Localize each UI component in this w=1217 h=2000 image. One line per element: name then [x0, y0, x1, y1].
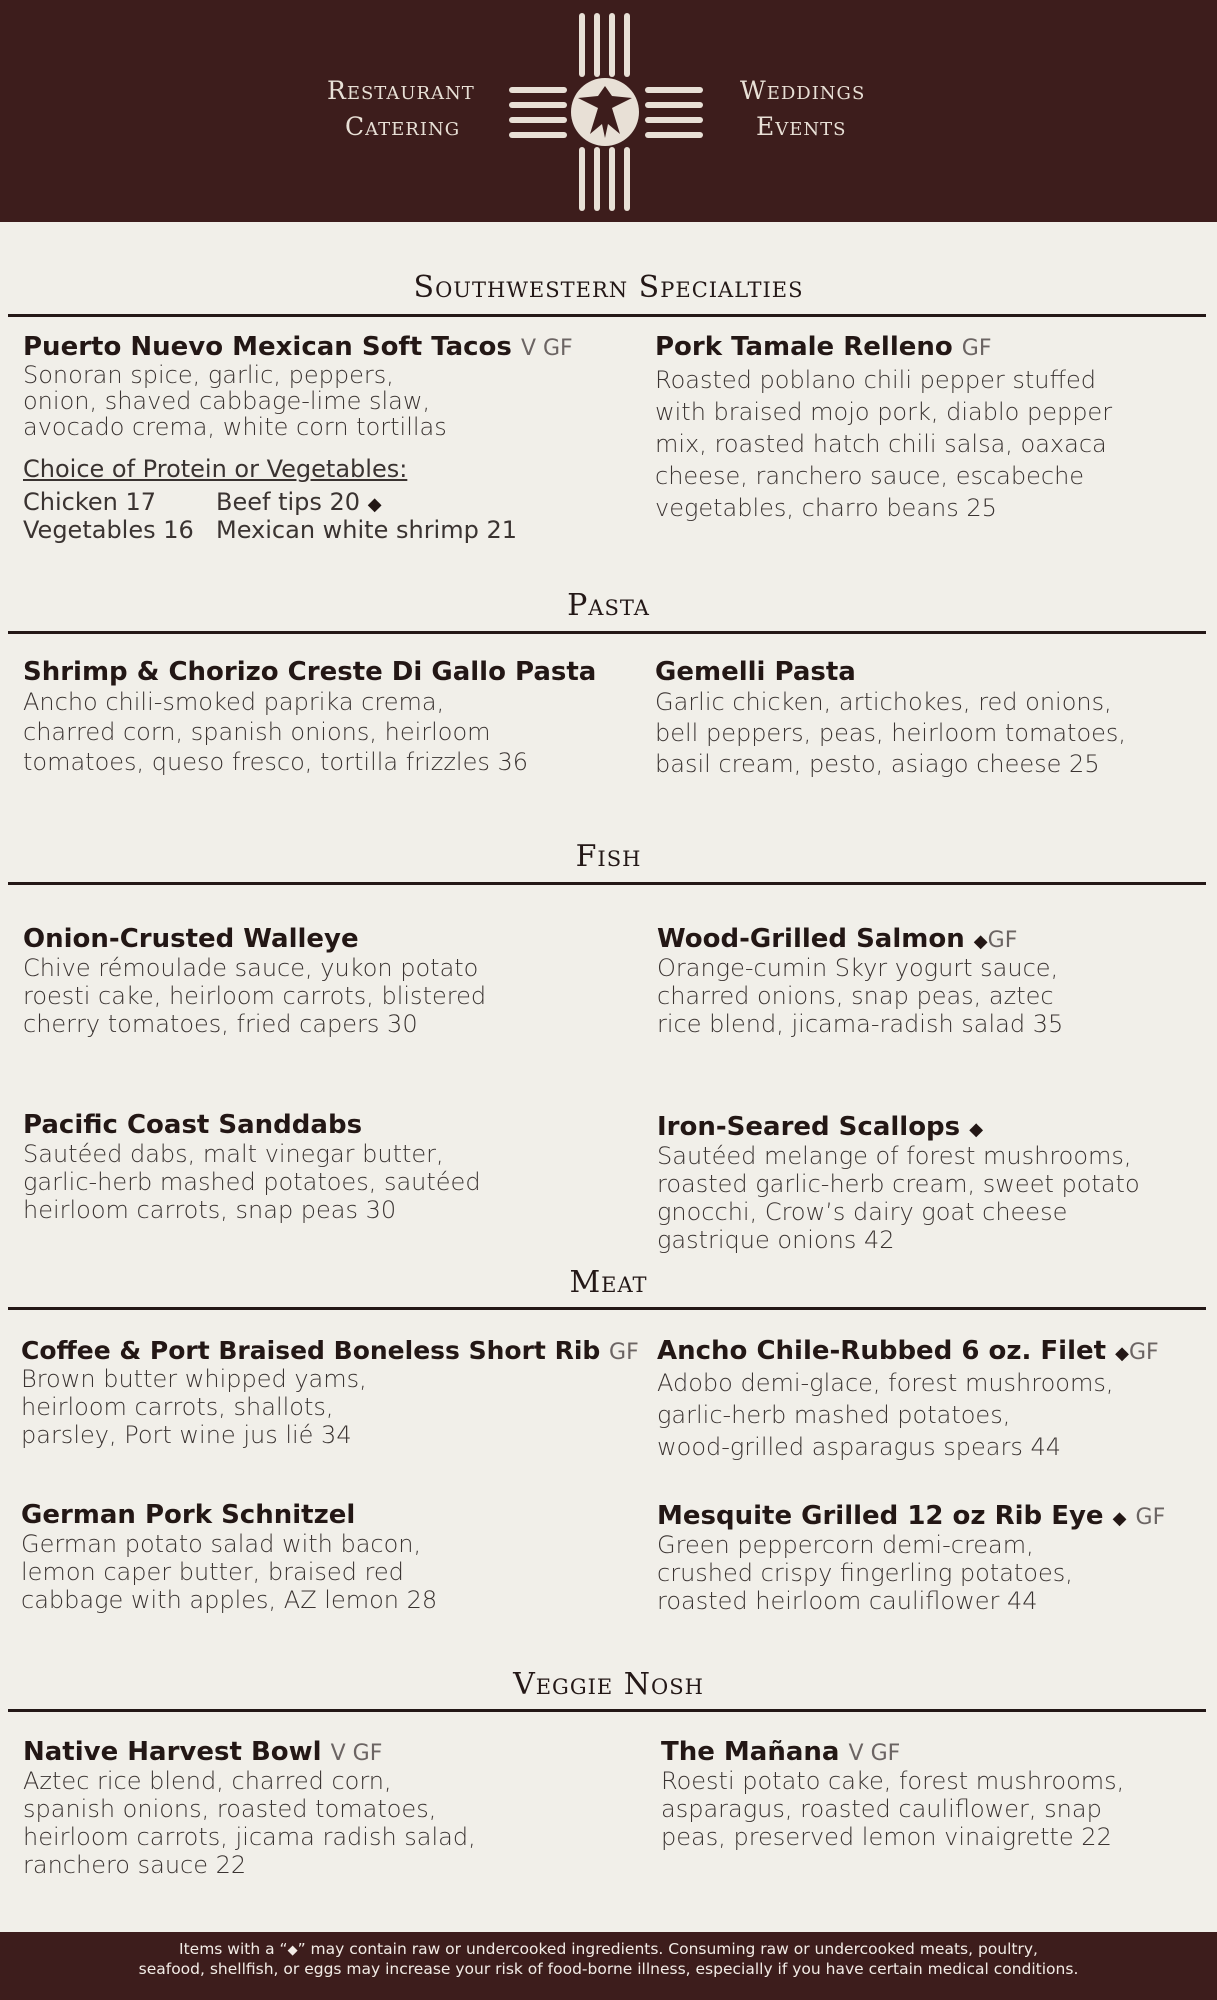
item-desc-line: Sautéed dabs, malt vinegar butter,	[23, 1140, 444, 1168]
section-title-pasta: Pasta	[567, 588, 650, 623]
item-desc-line: with braised mojo pork, diablo pepper	[655, 398, 1113, 426]
zia-sun-thunderbird-logo	[508, 12, 704, 212]
item-name: Pacific Coast Sanddabs	[23, 1110, 363, 1140]
header-banner	[0, 0, 1217, 222]
section-rule	[8, 631, 1206, 634]
item-desc-line: bell peppers, peas, heirloom tomatoes,	[655, 719, 1127, 747]
menu-item-scallops	[657, 1112, 1217, 1254]
section-title-southwestern: Southwestern Specialties	[413, 270, 804, 305]
item-desc-line: Sautéed melange of forest mushrooms,	[657, 1142, 1132, 1170]
item-desc-line: lemon caper butter, braised red	[21, 1558, 404, 1586]
header-weddings: Weddings	[740, 76, 866, 105]
item-name: Pork Tamale Relleno	[655, 332, 953, 362]
header-catering: Catering	[345, 112, 461, 141]
item-desc-line: Orange-cumin Skyr yogurt sauce,	[657, 954, 1059, 982]
header-restaurant: Restaurant	[327, 76, 475, 105]
item-desc-line: peas, preserved lemon vinaigrette 22	[661, 1823, 1112, 1851]
item-desc-line: charred corn, spanish onions, heirloom	[23, 718, 491, 746]
item-desc-line: Sonoran spice, garlic, peppers,	[23, 361, 394, 389]
section-title-fish: Fish	[575, 839, 642, 874]
item-name: Iron-Seared Scallops	[657, 1112, 961, 1142]
menu-item-schnitzel	[21, 1500, 601, 1614]
item-desc-line: roasted heirloom cauliflower 44	[657, 1587, 1038, 1615]
item-name: Wood-Grilled Salmon	[657, 924, 965, 954]
menu-item-salmon	[657, 924, 1217, 1038]
item-tags: V GF	[520, 336, 573, 361]
menu-item-walleye	[23, 924, 603, 1038]
item-desc-line: asparagus, roasted cauliflower, snap	[661, 1795, 1102, 1823]
item-desc-line: gnocchi, Crow’s dairy goat cheese	[657, 1198, 1068, 1226]
item-name: The Mañana	[661, 1737, 840, 1767]
section-title-meat: Meat	[569, 1265, 648, 1300]
allergy-disclaimer	[0, 1932, 1217, 2000]
item-name: Gemelli Pasta	[655, 657, 856, 687]
item-desc-line: heirloom carrots, snap peas 30	[23, 1196, 397, 1224]
item-desc-line: mix, roasted hatch chili salsa, oaxaca	[655, 430, 1107, 458]
item-desc-line: crushed crispy fingerling potatoes,	[657, 1559, 1073, 1587]
diamond-icon: ◆	[367, 494, 382, 515]
menu-item-harvest-bowl	[23, 1737, 603, 1879]
option-chicken: Chicken 17	[23, 488, 157, 516]
disclaimer-text: ” may contain raw or undercooked ingredients. Consuming raw or undercooked meats, poultry,	[297, 1940, 1038, 1958]
item-desc-line: Brown butter whipped yams,	[21, 1365, 367, 1393]
item-desc-line: Garlic chicken, artichokes, red onions,	[655, 688, 1112, 716]
item-tags: GF	[1135, 1505, 1166, 1530]
item-desc-line: parsley, Port wine jus lié 34	[21, 1421, 352, 1449]
option-vegetables: Vegetables 16	[23, 516, 194, 544]
item-desc-line: Aztec rice blend, charred corn,	[23, 1767, 392, 1795]
item-name: Coffee & Port Braised Boneless Short Rib	[21, 1336, 601, 1365]
item-desc-line: cabbage with apples, AZ lemon 28	[21, 1586, 438, 1614]
item-tags: V GF	[848, 1741, 901, 1766]
item-desc-line: Chive rémoulade sauce, yukon potato	[23, 954, 479, 982]
diamond-icon: ◆	[973, 931, 988, 952]
item-desc-line: gastrique onions 42	[657, 1226, 895, 1254]
item-name: Puerto Nuevo Mexican Soft Tacos	[23, 332, 512, 362]
diamond-icon: ◆	[1112, 1508, 1127, 1529]
section-rule	[8, 314, 1206, 317]
menu-item-tacos	[23, 332, 603, 440]
item-tags: GF	[961, 336, 992, 361]
item-desc-line: Roasted poblano chili pepper stuffed	[655, 366, 1097, 394]
item-desc-line: wood-grilled asparagus spears 44	[657, 1433, 1062, 1461]
menu-item-short-rib	[21, 1336, 639, 1449]
menu-item-gemelli	[655, 657, 1217, 780]
menu-item-shrimp-pasta	[23, 657, 603, 777]
item-desc-line: onion, shaved cabbage-lime slaw,	[23, 387, 431, 415]
disclaimer-text: Items with a “	[179, 1940, 288, 1958]
item-desc-line: vegetables, charro beans 25	[655, 494, 997, 522]
menu-item-tamale	[655, 332, 1217, 524]
item-name: Shrimp & Chorizo Creste Di Gallo Pasta	[23, 657, 597, 687]
item-desc-line: Roesti potato cake, forest mushrooms,	[661, 1767, 1125, 1795]
item-desc-line: Ancho chili-smoked paprika crema,	[23, 688, 445, 716]
menu-item-manana	[661, 1737, 1217, 1851]
menu-item-sanddabs	[23, 1110, 603, 1224]
item-desc-line: basil cream, pesto, asiago cheese 25	[655, 750, 1100, 778]
item-desc-line: avocado crema, white corn tortillas	[23, 413, 447, 441]
item-desc-line: heirloom carrots, jicama radish salad,	[23, 1823, 476, 1851]
item-name: Native Harvest Bowl	[23, 1737, 322, 1767]
item-desc-line: German potato salad with bacon,	[21, 1530, 422, 1558]
item-desc-line: heirloom carrots, shallots,	[21, 1393, 334, 1421]
menu-item-rib-eye	[657, 1501, 1217, 1615]
item-desc-line: cheese, ranchero sauce, escabeche	[655, 462, 1085, 490]
item-desc-line: cherry tomatoes, fried capers 30	[23, 1010, 418, 1038]
item-desc-line: ranchero sauce 22	[23, 1851, 247, 1879]
section-rule	[8, 882, 1206, 885]
item-desc-line: Adobo demi-glace, forest mushrooms,	[657, 1369, 1114, 1397]
item-name: Mesquite Grilled 12 oz Rib Eye	[657, 1501, 1104, 1531]
item-tags: GF	[1128, 1340, 1159, 1365]
item-desc-line: spanish onions, roasted tomatoes,	[23, 1795, 437, 1823]
option-beef-tips: Beef tips 20	[216, 488, 361, 516]
menu-item-filet	[657, 1336, 1217, 1463]
protein-choice-heading: Choice of Protein or Vegetables:	[23, 455, 408, 483]
item-desc-line: tomatoes, queso fresco, tortilla frizzles 36	[23, 748, 529, 776]
item-desc-line: roesti cake, heirloom carrots, blistered	[23, 982, 487, 1010]
diamond-icon: ◆	[1115, 1343, 1129, 1364]
item-tags: GF	[609, 1340, 639, 1365]
item-desc-line: garlic-herb mashed potatoes,	[657, 1401, 1011, 1429]
section-rule	[8, 1307, 1206, 1310]
diamond-icon: ◆	[287, 1943, 298, 1958]
disclaimer-text: seafood, shellfish, or eggs may increase your risk of food-borne illness, especially if you have certain medical conditions.	[138, 1960, 1079, 1978]
item-desc-line: garlic-herb mashed potatoes, sautéed	[23, 1168, 481, 1196]
item-name: German Pork Schnitzel	[21, 1500, 356, 1530]
header-events: Events	[756, 112, 847, 141]
item-tags: V GF	[330, 1741, 383, 1766]
item-tags: GF	[987, 928, 1018, 953]
section-rule	[8, 1709, 1206, 1712]
diamond-icon: ◆	[969, 1119, 984, 1140]
item-desc-line: rice blend, jicama-radish salad 35	[657, 1010, 1064, 1038]
item-desc-line: roasted garlic-herb cream, sweet potato	[657, 1170, 1140, 1198]
item-desc-line: Green peppercorn demi-cream,	[657, 1531, 1034, 1559]
section-title-veggie: Veggie Nosh	[513, 1667, 704, 1702]
item-name: Onion-Crusted Walleye	[23, 924, 359, 954]
item-desc-line: charred onions, snap peas, aztec	[657, 982, 1054, 1010]
item-name: Ancho Chile-Rubbed 6 oz. Filet	[657, 1336, 1107, 1366]
option-shrimp: Mexican white shrimp 21	[216, 516, 518, 544]
